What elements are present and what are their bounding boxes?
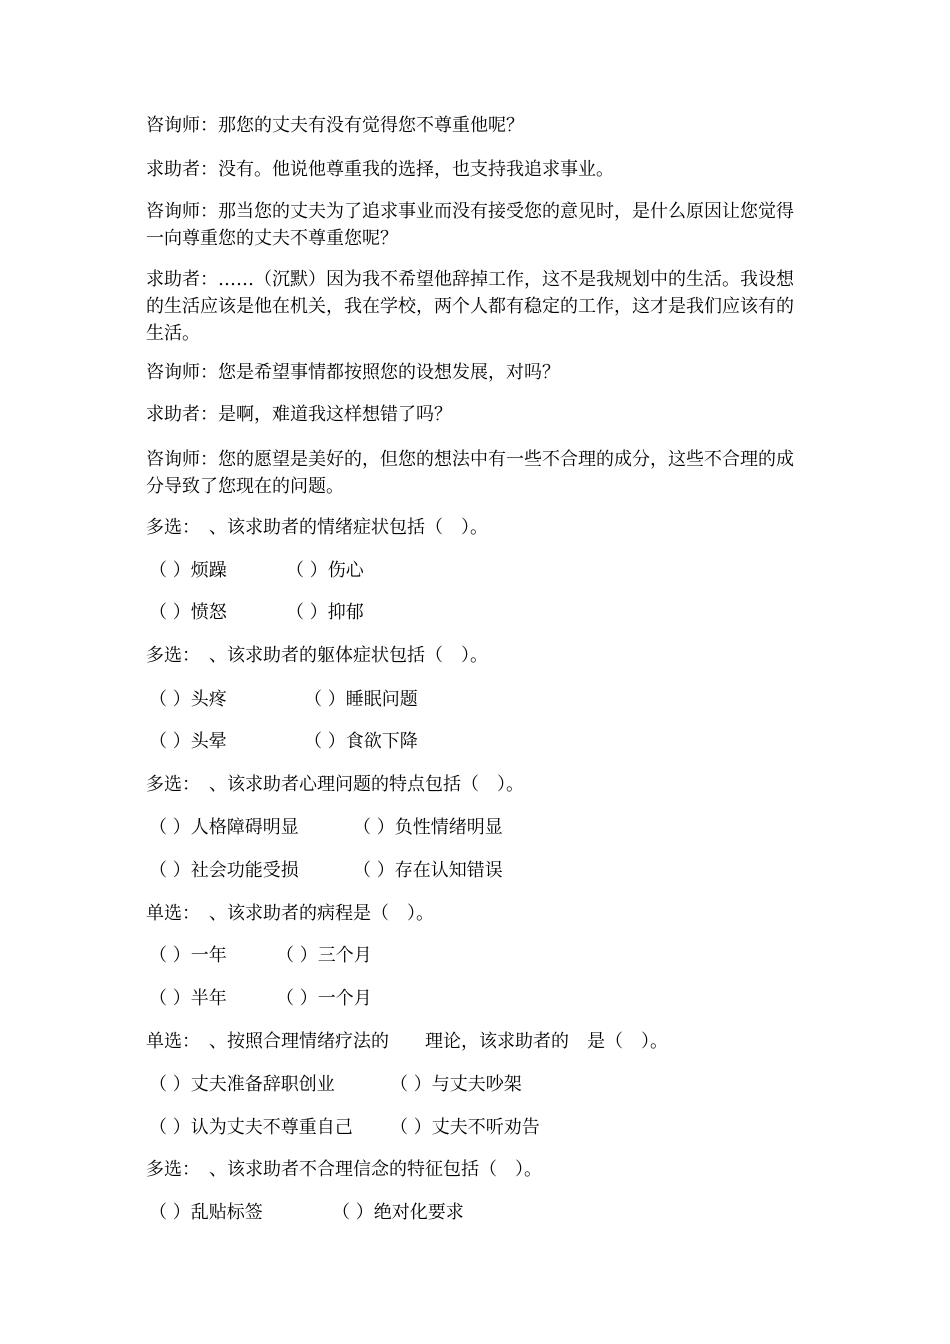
option-d[interactable]: （ ）存在认知错误 (353, 860, 503, 881)
dialogue-client-3: 求助者：是啊，难道我这样想错了吗？ (146, 404, 452, 425)
option-b[interactable]: （ ）负性情绪明显 (353, 817, 503, 838)
option-c[interactable]: （ ）头晕 (149, 731, 227, 752)
question-stem-6: 多选： 、该求助者不合理信念的特征包括（ ）。 (146, 1159, 542, 1180)
dialogue-counselor-4: 咨询师：您的愿望是美好的，但您的想法中有一些不合理的成分，这些不合理的成分导致了您现在的问题。 (146, 449, 794, 497)
option-a[interactable]: （ ）头疼 (149, 689, 227, 710)
question-stem-1: 多选： 、该求助者的情绪症状包括（ ）。 (146, 517, 488, 538)
option-a[interactable]: （ ）丈夫准备辞职创业 (149, 1074, 335, 1095)
option-c[interactable]: （ ）半年 (149, 988, 227, 1009)
question-stem-2: 多选： 、该求助者的躯体症状包括（ ）。 (146, 645, 488, 666)
option-b[interactable]: （ ）睡眠问题 (304, 689, 418, 710)
dialogue-counselor-2: 咨询师：那当您的丈夫为了追求事业而没有接受您的意见时，是什么原因让您觉得一向尊重您的丈夫不尊重您呢？ (146, 201, 794, 249)
option-d[interactable]: （ ）食欲下降 (304, 731, 418, 752)
question-stem-4: 单选： 、该求助者的病程是（ ）。 (146, 903, 434, 924)
option-b[interactable]: （ ）与丈夫吵架 (390, 1074, 522, 1095)
option-a[interactable]: （ ）乱贴标签 (149, 1202, 263, 1223)
question-stem-3: 多选： 、该求助者心理问题的特点包括（ ）。 (146, 774, 524, 795)
option-c[interactable]: （ ）认为丈夫不尊重自己 (149, 1117, 353, 1138)
question-stem-5: 单选： 、按照合理情绪疗法的 理论，该求助者的 是（ ）。 (146, 1031, 668, 1052)
option-d[interactable]: （ ）一个月 (276, 988, 372, 1009)
option-c[interactable]: （ ）愤怒 (149, 602, 227, 623)
option-d[interactable]: （ ）抑郁 (286, 602, 364, 623)
dialogue-client-2: 求助者：……（沉默）因为我不希望他辞掉工作，这不是我规划中的生活。我设想的生活应该是他在机关，我在学校，两个人都有稳定的工作，这才是我们应该有的生活。 (146, 269, 794, 344)
option-b[interactable]: （ ）三个月 (276, 945, 372, 966)
option-a[interactable]: （ ）一年 (149, 945, 227, 966)
dialogue-counselor-3: 咨询师：您是希望事情都按照您的设想发展，对吗？ (146, 362, 560, 383)
option-d[interactable]: （ ）丈夫不听劝告 (390, 1117, 540, 1138)
option-b[interactable]: （ ）伤心 (286, 560, 364, 581)
dialogue-client-1: 求助者：没有。他说他尊重我的选择，也支持我追求事业。 (146, 159, 614, 180)
option-a[interactable]: （ ）烦躁 (149, 560, 227, 581)
option-a[interactable]: （ ）人格障碍明显 (149, 817, 299, 838)
dialogue-counselor-1: 咨询师：那您的丈夫有没有觉得您不尊重他呢？ (146, 115, 524, 136)
option-b[interactable]: （ ）绝对化要求 (332, 1202, 464, 1223)
option-c[interactable]: （ ）社会功能受损 (149, 860, 299, 881)
